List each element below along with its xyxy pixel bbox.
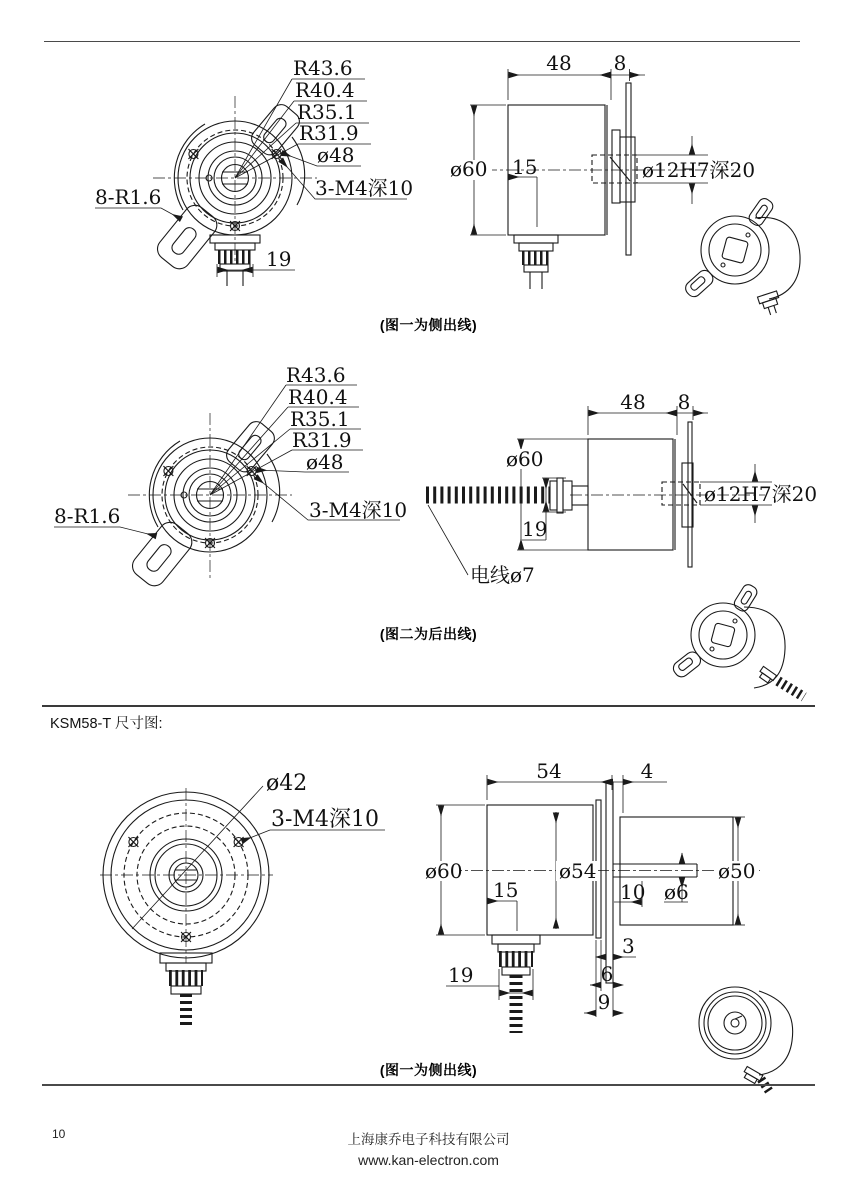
dim-label-15: 15	[512, 155, 538, 179]
dim-label-19: 19	[448, 963, 474, 987]
section-divider	[42, 705, 815, 707]
figure3-front-body	[100, 788, 273, 1029]
dim-label-r43: R43.6	[293, 56, 353, 80]
dim-label-tap: 3-M4深10	[309, 498, 408, 522]
dim-label-19: 19	[522, 517, 548, 541]
dim-label-48: 48	[546, 51, 572, 75]
dim-label-tap: 3-M4深10	[315, 176, 414, 200]
bottom-rule	[42, 1084, 815, 1086]
figure1-front-view	[55, 48, 425, 293]
figure2-side-view	[420, 390, 844, 605]
dim-label-r35: R35.1	[297, 100, 357, 124]
figure1-caption: (图一为侧出线)	[379, 317, 478, 333]
dim-label-9: 9	[597, 990, 611, 1014]
dim-label-tap: 3-M4深10	[271, 807, 379, 832]
dim-label-d60: ø60	[425, 859, 463, 883]
dim-label-6: 6	[600, 962, 614, 986]
dim-label-54: 54	[536, 759, 562, 783]
dim-label-4: 4	[640, 759, 654, 783]
dim-label-cable: 电线ø7	[470, 563, 535, 587]
dim-label-3: 3	[622, 934, 635, 958]
dim-label-d60: ø60	[506, 447, 544, 471]
dim-label-r40: R40.4	[288, 385, 348, 409]
figure1-side-dimensions	[470, 69, 708, 235]
figure2-front-view	[35, 358, 408, 613]
dim-label-d50: ø50	[718, 859, 756, 883]
dim-label-r31: R31.9	[292, 428, 352, 452]
figure2-3d-view	[678, 593, 813, 710]
figure2-front-body	[128, 413, 292, 590]
top-rule	[44, 41, 800, 42]
dim-label-d48: ø48	[306, 450, 344, 474]
ksm58t-heading: KSM58-T 尺寸图:	[50, 716, 163, 732]
dim-label-r31: R31.9	[299, 121, 359, 145]
dim-label-8: 8	[677, 390, 691, 414]
dim-label-48: 48	[620, 390, 646, 414]
dim-label-bore: ø12H7深20	[642, 158, 756, 182]
dim-label-r35: R35.1	[290, 407, 350, 431]
dim-label-15: 15	[493, 878, 519, 902]
dim-label-d42: ø42	[266, 771, 308, 796]
figure1-front-body	[153, 96, 317, 286]
dim-label-r43: R43.6	[286, 363, 346, 387]
dim-label-bore: ø12H7深20	[704, 482, 818, 506]
dim-label-d60: ø60	[450, 157, 488, 181]
dim-label-d54: ø54	[559, 859, 597, 883]
dim-label-fillet: 8-R1.6	[95, 185, 162, 209]
figure1-3d-view	[695, 198, 815, 321]
figure2-caption: (图二为后出线)	[379, 626, 478, 642]
company-name: 上海康乔电子科技有限公司	[347, 1132, 510, 1147]
dim-label-r40: R40.4	[295, 78, 355, 102]
dim-label-d6: ø6	[664, 880, 689, 904]
figure3-front-view	[95, 763, 415, 1040]
dim-label-8: 8	[613, 51, 627, 75]
figure3-caption: (图一为侧出线)	[379, 1062, 478, 1078]
dim-label-19: 19	[266, 247, 292, 271]
company-website: www.kan-electron.com	[358, 1152, 499, 1168]
page-number: 10	[52, 1127, 66, 1141]
dim-label-fillet: 8-R1.6	[54, 504, 121, 528]
dim-label-10: 10	[620, 880, 646, 904]
dim-label-d48: ø48	[317, 143, 355, 167]
